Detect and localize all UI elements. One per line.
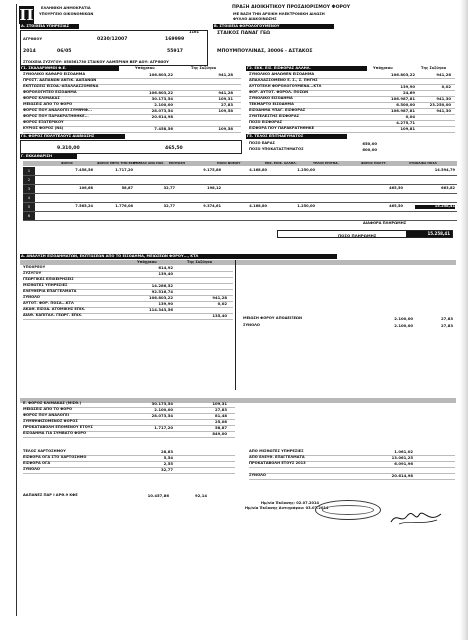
code-1: 0230/12007	[97, 37, 128, 42]
row-rule	[23, 467, 235, 468]
row-value-b: 25,08	[214, 419, 227, 424]
settlement-row	[23, 212, 457, 221]
settlement-col-header: ΦΟΡΟΣ	[61, 161, 73, 165]
row-label: ΕΙΣΟΔΗΜΑ ΥΠΑΓ. ΕΙΣΦΟΡΑΣ	[249, 108, 306, 112]
receipts-total-b: 27,83	[440, 323, 453, 328]
document-subtitle-1: ΜΕ ΒΑΣΗ ΤΗΝ ΑΡΧΙΚΗ ΗΛΕΚΤΡΟΝΙΚΗ ΔΙΛΩΣΗ	[233, 12, 325, 16]
d-col-ypoxreou: Υπόχρεου	[137, 260, 157, 264]
settlement-row	[23, 194, 457, 203]
row-value-b: 0,02	[217, 301, 227, 306]
row-rule	[249, 467, 455, 468]
section-d-band	[20, 260, 456, 265]
row-label: ΣΥΝΟΛΙΚΟ ΔΗΛΩΘΕΝ ΕΙΣΟΔΗΜΑ	[249, 72, 315, 76]
row-value-a: 114.343,56	[148, 307, 173, 312]
row-number: 3	[23, 185, 35, 193]
row-label: ΦΟΡΟΣ ΠΟΥ ΑΝΑΛΟΓΕΙ	[23, 413, 69, 417]
row-label: ΤΕΚΜΑΡΤΟ ΕΙΣΟΔΗΜΑ	[249, 102, 294, 106]
copy-issue-date: Ημ/νία Έκδοσης Αντιγράφου: 03.07.2014	[245, 506, 329, 510]
row-rule	[249, 473, 455, 474]
col-syzygou: Της Συζύγου	[191, 66, 217, 70]
row-label: ΦΟΡΟΣ ΚΛΙΜΑΚΑΣ	[23, 96, 60, 100]
row-value-a: 2.100,00	[154, 102, 173, 107]
settlement-col-header: ΣΥΜΒΑΣ ΑΝΑ ΠΟΣ.	[133, 161, 165, 165]
row-label: ΑΠΑΛΛΑΣΣΟΜΕΝΟ Ε. Σ., Σ. ΠΗΓΗΣ	[249, 78, 318, 82]
row-label: ΑΠΟ ΕΛΕΥΘ. ΕΠΑΓΓΕΛΜΑΤΑ	[249, 455, 305, 459]
settlement-cell: 15.258,41	[415, 205, 455, 209]
d-col-syzygou: Της Συζύγου	[187, 260, 213, 264]
row-label: ΓΕΩΡΓΙΚΕΣ ΕΠΙΧΕΙΡΗΣΕΙΣ	[23, 277, 74, 281]
tax-assessment-document	[16, 4, 457, 616]
row-value-a: 30.173,54	[151, 401, 173, 406]
row-value-b: 0,02	[441, 84, 451, 89]
row-value-a: 28.073,54	[151, 108, 173, 113]
settlement-row	[23, 185, 457, 194]
row-label: ΑΠΟ ΜΙΣΘΩΤΕΣ ΥΠΗΡΕΣΙΕΣ	[249, 449, 304, 453]
row-value-a: 106.803,22	[390, 72, 415, 77]
issue-date: Ημ/νία Έκδοσης: 02.07.2014	[261, 501, 319, 505]
row-label: ΦΟΡΟΛΟΓΗΤΕΟ ΕΙΣΟΔΗΜΑ	[23, 90, 77, 94]
row-value-a: 24,69	[402, 90, 415, 95]
row-rule	[23, 319, 233, 320]
row-label: ΣΥΜΨΗΦΙΖΟΜΕΝΟΣ ΦΟΡΟΣ	[23, 419, 78, 423]
row-label: ΣΥΖΥΓΟΥ	[23, 271, 42, 275]
org-line-1: ΕΛΛΗΝΙΚΗ ΔΗΜΟΚΡΑΤΙΑ	[41, 6, 91, 10]
row-number: 2	[23, 176, 35, 184]
section-g5-header: Γ5. ΤΕΛΟΣ ΕΠΙΤΗΔΕΥΜΑΤΟΣ	[246, 134, 347, 139]
row-label: ΑΚΑΘ. ΕΙΣΟΔ. ΑΤΟΜΙΚΗΣ ΕΠΙΧ.	[23, 307, 86, 311]
taxpayer-address: ΜΠΟΥΜΠΟΥΛΙΝΑΣ, 30006 - ΑΣΤΑΚΟΣ	[217, 49, 313, 54]
row-rule	[23, 132, 241, 133]
row-label: ΕΙΣΟΔΗΜΑ ΓΙΑ ΣΥΜΒΑΤΟ ΦΟΡΟ	[23, 431, 87, 435]
date-code: 06/05	[57, 49, 72, 54]
section-a-header: Α. ΣΤΟΙΧΕΙΑ ΥΠΗΡΕΣΙΑΣ	[20, 24, 79, 29]
row-value-a: 614,92	[158, 265, 173, 270]
row-label: ΕΚΠΤΩΣΕΙΣ ΕΙΣΟΔ.-ΑΠΑΛΛΑΣΣΟΜΕΝΑ	[23, 84, 99, 88]
row-value-a: 2,55	[163, 461, 173, 466]
business-value-2: 600,00	[362, 147, 377, 152]
row-rule	[249, 479, 455, 480]
receipts-total-label: ΣΥΝΟΛΟ	[243, 323, 260, 327]
row-number: 5	[23, 203, 35, 211]
row-value-b: 849,00	[212, 431, 227, 436]
receipts-value-a: 2.100,00	[394, 316, 413, 321]
row-value-a: 30.173,54	[151, 96, 173, 101]
settlement-cell: 198,12	[207, 186, 221, 190]
row-value-a: 14.286,52	[151, 283, 173, 288]
settlement-cell: 4.168,80	[249, 204, 267, 208]
row-value-b: 941,28	[218, 90, 233, 95]
row-value-b: 941,28	[218, 72, 233, 77]
row-value-a: 5,54	[163, 455, 173, 460]
spouse-info: ΣΤΟΙΧΕΙΑ ΣΥΖΥΓΟΥ: 050561730 ΣΤΑΙΚΟΥ ΛΑΜΠΡΙΝΗ ΒΕΡ ΔΟΥ: ΑΓΡΙΝΙΟΥ	[23, 60, 169, 64]
receipts-label: ΜΕΙΩΣΗ ΦΟΡΟΥ ΑΠΟΔΕΙΞΕΩΝ	[243, 316, 302, 320]
row-label: ΕΙΣΦΟΡΑ ΠΟΥ ΠΑΡΑΚΡΑΤΗΘΗΚΕ	[249, 126, 315, 130]
row-label: ΜΕΙΩΣΕΙΣ ΑΠΟ ΤΟ ΦΟΡΟ	[23, 407, 73, 411]
col-ypoxreou: Υπόχρεου	[135, 66, 155, 70]
settlement-cell: 465,50	[389, 204, 403, 208]
row-value-a: 106.987,81	[390, 108, 415, 113]
row-rule	[23, 461, 235, 462]
settlement-header: Γ. ΕΚΚΑΘΑΡΙΣΗ	[20, 154, 77, 159]
row-label: ΣΥΝΤΕΛΕΣΤΗΣ ΕΙΣΦΟΡΑΣ	[249, 114, 300, 118]
row-value-a: 6.091,96	[394, 461, 413, 466]
settlement-cell: 58,87	[121, 186, 133, 190]
row-value-b: 941,28	[212, 295, 227, 300]
section-e-band	[20, 398, 456, 403]
settlement-cell: 106,68	[79, 186, 93, 190]
settlement-row	[23, 176, 457, 185]
row-number: 4	[23, 194, 35, 202]
row-value-b: 135,40	[212, 313, 227, 318]
scan-shadow	[460, 0, 468, 640]
row-label: ΕΙΣΦΟΡΑ ΟΓΑ ΣΤΟ ΧΑΡΤΟΣΗΜΟ	[23, 455, 87, 459]
settlement-col-header: ΠΟΣΟ ΝΟΜΟΥ	[217, 161, 241, 165]
receipts-value-b: 27,83	[440, 316, 453, 321]
row-value-b: 109,58	[218, 108, 233, 113]
business-value-1: 650,00	[362, 141, 377, 146]
row-rule	[23, 437, 235, 438]
row-value-a: 139,40	[158, 271, 173, 276]
dapanes-value-b: 92,14	[194, 493, 207, 498]
row-value-b: 81,48	[214, 413, 227, 418]
row-value-b: 109,31	[218, 96, 233, 101]
row-value-a: 28.073,54	[151, 413, 173, 418]
settlement-row	[23, 203, 457, 212]
official-stamp	[315, 500, 381, 520]
settlement-cell: 663,82	[441, 186, 455, 190]
dapanes-value-a: 10.457,86	[147, 493, 169, 498]
row-value-a: 4.275,71	[396, 120, 415, 125]
settlement-cell: 1.717,20	[115, 168, 133, 172]
section-g2-header: Γ2. ΕΚΚ. ΕΙΣ. ΕΙΣΦΟΡΑΣ ΑΛΛΗΛ.	[246, 66, 367, 71]
row-value-a: 7.458,56	[154, 126, 173, 131]
code-2: 169999	[165, 37, 185, 42]
row-label: ΦΟΡΟΣ ΠΟΥ ΑΝΑΛΟΓΕΙ ΣΥΜΨΗΦ...	[23, 108, 93, 112]
dapanes-label: ΔΑΠΑΝΕΣ ΠΑΡ Ι ΑΡΘ.9 ΚΦΕ	[23, 493, 78, 497]
settlement-cell: 32,77	[163, 204, 175, 208]
org-line-2: ΥΠΟΥΡΓΕΙΟ ΟΙΚΟΝΟΜΙΚΩΝ	[39, 12, 94, 16]
settlement-col-header: ΦΟΡΟΣ ΠΟΛΥΤ.	[361, 161, 387, 165]
row-value-a: 106.987,81	[390, 96, 415, 101]
row-value-a: 1.061,02	[394, 449, 413, 454]
row-label: ΔΙΑΘ. ΚΑΠΙΤΑΛ. ΓΕΩΡΓ. ΕΠΙΧ.	[23, 313, 83, 317]
settlement-cell: 1.776,08	[115, 204, 133, 208]
settlement-col-header: ΕΚΚ. ΕΙΣΦ. ΑΛΛΗΛ.	[265, 161, 297, 165]
row-value-b: 27,83	[220, 102, 233, 107]
row-value-b: 941,30	[436, 96, 451, 101]
row-label: ΑΥΤΟΤΕΛΗ ΦΟΡΟΛΟΓΟΥΜΕΝΑ...ΚΤΛ	[249, 84, 322, 88]
row-value-b: 58,87	[214, 425, 227, 430]
row-label: ΣΥΝΟΛΟ	[23, 467, 40, 471]
row-label: Ε. ΦΟΡΟΣ ΚΛΙΜΑΚΑΣ (ΜΙΣΘ.)	[23, 401, 82, 405]
settlement-cell: 4.168,80	[249, 168, 267, 172]
row-label: ΦΟΡ. ΑΥΤΟΤ. ΦΟΡΟΛ. ΠΟΣΩΝ	[249, 90, 309, 94]
code-3: 55917	[167, 49, 183, 54]
tax-year: 2014	[23, 49, 36, 54]
settlement-cell: 465,50	[389, 186, 403, 190]
settlement-cell: 1.250,00	[297, 204, 315, 208]
row-value-a: 13.061,25	[391, 455, 413, 460]
settlement-cell: 7.458,56	[75, 168, 93, 172]
row-value-a: 139,90	[158, 301, 173, 306]
row-label: ΕΙΣΦΟΡΑ ΟΓΑ	[23, 461, 51, 465]
row-value-a: 32,77	[160, 467, 173, 472]
row-value-a: 139,90	[400, 84, 415, 89]
settlement-col-header: ΤΕΛΟΣ ΕΠΙΤΗΔ.	[313, 161, 339, 165]
row-value-a: 0,04	[405, 114, 415, 119]
taxpayer-name: ΣΤΑΙΚΟΣ ΠΑΝΑΓ ΓΕΩ	[217, 31, 271, 36]
row-number: 1	[23, 167, 35, 175]
settlement-cell: 9.374,61	[203, 204, 221, 208]
handwritten-signature	[389, 510, 443, 526]
row-label: ΦΟΡΟΣ ΠΟΥ ΠΑΡΑΚΡΑΤΗΘΗΚΕ...	[23, 114, 89, 118]
settlement-cell: 7.565,24	[75, 204, 93, 208]
document-title: ΠΡΑΞΗ ΔΙΟΙΚΗΤΙΚΟΥ ΠΡΟΣΔΙΟΡΙΣΜΟΥ ΦΟΡΟΥ	[232, 5, 351, 10]
row-value-a: 92.516,74	[151, 289, 173, 294]
row-value-a: 20.614,98	[391, 473, 413, 478]
row-value-a: 109,81	[400, 126, 415, 131]
row-value-b: 27,83	[214, 407, 227, 412]
settlement-cell: 14.594,79	[434, 168, 455, 172]
col-syzygou-right: Της Συζύγου	[421, 66, 447, 70]
row-label: ΦΟΡΟΣ ΕΞΩΤΕΡΙΚΟΥ	[23, 120, 64, 124]
settlement-cell: 1.250,00	[297, 168, 315, 172]
row-label: ΣΥΝΟΛΟ	[249, 473, 266, 477]
payable-value: 15.258,41	[406, 231, 452, 237]
settlement-col-header: ΕΚΠΤΩΣΗ	[169, 161, 186, 165]
section-d-header: Δ. ΑΝΑΛΥΣΗ ΕΙΣΟΔΗΜΑΤΩΝ, ΕΚΠΤΩΣΕΩΝ ΑΠΟ ΤΟ ΕΙΣΟΔΗΜΑ, ΜΕΙΩΣΕΩΝ ΦΟΡΟΥ..., ΚΤΛ	[20, 254, 337, 259]
payment-diff-label: ΔΙΑΦΟΡΑ ΠΛΗΡΩΜΗΣ	[363, 221, 407, 225]
luxury-value-a: 9.310,00	[57, 146, 80, 151]
row-label: ΠΟΣΟ ΕΙΣΦΟΡΑΣ	[249, 120, 283, 124]
row-rule	[23, 473, 235, 474]
row-label: ΥΠΟΧΡΕΟΥ	[23, 265, 46, 269]
settlement-cell: 32,77	[163, 186, 175, 190]
row-value-b: 109,58	[218, 126, 233, 131]
service-name: ΑΓΡΙΝΙΟΥ	[23, 37, 43, 41]
row-label: ΠΡΟΚΑΤΑΒΟΛΗ ΕΤΟΥΣ 2013	[249, 461, 306, 465]
row-value-a: 106.803,22	[148, 72, 173, 77]
row-label: ΜΕΙΩΣΕΙΣ ΑΠΟ ΤΟ ΦΟΡΟ	[23, 102, 73, 106]
pi-logo: Π	[19, 6, 34, 24]
business-label-2: ΠΟΣΟ ΥΠΟΚΑΤΑΣΤΗΜΑΤΟΣ	[249, 147, 304, 151]
row-rule	[249, 132, 455, 133]
payable-amount-box	[277, 230, 453, 238]
row-label: ΣΥΝΟΛΙΚΟ ΕΙΣΟΔΗΜΑ	[249, 96, 293, 100]
payable-label: ΠΟΣΟ ΠΛΗΡΩΜΗΣ	[338, 233, 377, 238]
row-value-a: 106.803,22	[148, 90, 173, 95]
luxury-value-b: 465,50	[165, 146, 183, 151]
settlement-col-header: ΣΥΝΟΛΙΚΑ ΠΟΣΑ	[409, 161, 437, 165]
row-value-b: 109,31	[212, 401, 227, 406]
row-label: ΤΕΛΟΣ ΧΑΡΤΟΣΗΜΟΥ	[23, 449, 66, 453]
row-number: 6	[23, 212, 35, 220]
row-value-a: 28,83	[160, 449, 173, 454]
row-value-a: 106.803,22	[148, 295, 173, 300]
section-g4-header: Γ4. ΦΟΡΟΣ ΠΟΛΥΤΕΛΟΥΣ ΔΙΑΒΙΩΣΗΣ	[20, 134, 125, 139]
d-divider	[235, 260, 236, 390]
row-value-a: 2.100,00	[154, 407, 173, 412]
row-label: ΑΥΤΟΤ. ΦΟΡ. ΠΟΣΑ...ΚΤΛ	[23, 301, 74, 305]
row-value-a: 1.717,20	[154, 425, 173, 430]
settlement-cell: 9.175,86	[203, 168, 221, 172]
row-label: ΚΥΡΙΟΣ ΦΟΡΟΣ (Ν4)	[23, 126, 64, 130]
receipts-total-a: 2.100,00	[394, 323, 413, 328]
row-value-b: 23.250,00	[429, 102, 451, 107]
section-g1-header: Γ1. ΣΚΑΛΑΡΙΘΜΟΙ Φ.Ε.	[20, 66, 119, 71]
row-label: ΠΡΟΚΑΤΑΒΟΛΗ ΕΠΟΜΕΝΟΥ ΕΤΟΥΣ	[23, 425, 93, 429]
luxury-box	[20, 140, 242, 154]
settlement-row	[23, 167, 457, 176]
document-subtitle-2: ΦΥΛΛΟ ΔΙΑΚΟΙΝΩΣΗΣ	[233, 17, 277, 21]
row-label: ΣΥΝΟΛΟ	[23, 295, 40, 299]
col-ypoxreou-right: Υπόχρεου	[373, 66, 393, 70]
row-rule	[23, 271, 233, 272]
row-label: ΜΙΣΘΩΤΕΣ ΥΠΗΡΕΣΙΕΣ	[23, 283, 68, 287]
section-b-header: Β. ΣΤΟΙΧΕΙΑ ΦΟΡΟΛΟΓΟΥΜΕΝΟΥ	[213, 24, 334, 29]
row-label: ΣΥΝΟΛΙΚΟ ΚΑΘΑΡΟ ΕΙΣΟΔΗΜΑ	[23, 72, 86, 76]
row-value-b: 941,28	[436, 72, 451, 77]
row-value-a: 6.500,00	[396, 102, 415, 107]
row-label: ΠΡΟΣΤ. ΔΑΠΑΝΩΝ ΑΝΤΙΚ. ΔΑΠΑΝΩΝ	[23, 78, 97, 82]
business-label-1: ΠΟΣΟ ΕΔΡΑΣ	[249, 141, 275, 145]
row-label: ΕΛΕΥΘΕΡΙΑ ΕΠΑΓΓΕΛΜΑΤΑ	[23, 289, 77, 293]
settlement-col-header: ΦΟΡΟΣ ΜΕΤΑ ΤΗΝ ΕΚΠΤ.	[97, 161, 139, 165]
row-value-b: 941,30	[436, 108, 451, 113]
row-value-a: 20.614,98	[151, 114, 173, 119]
service-code: 1161	[189, 30, 200, 34]
